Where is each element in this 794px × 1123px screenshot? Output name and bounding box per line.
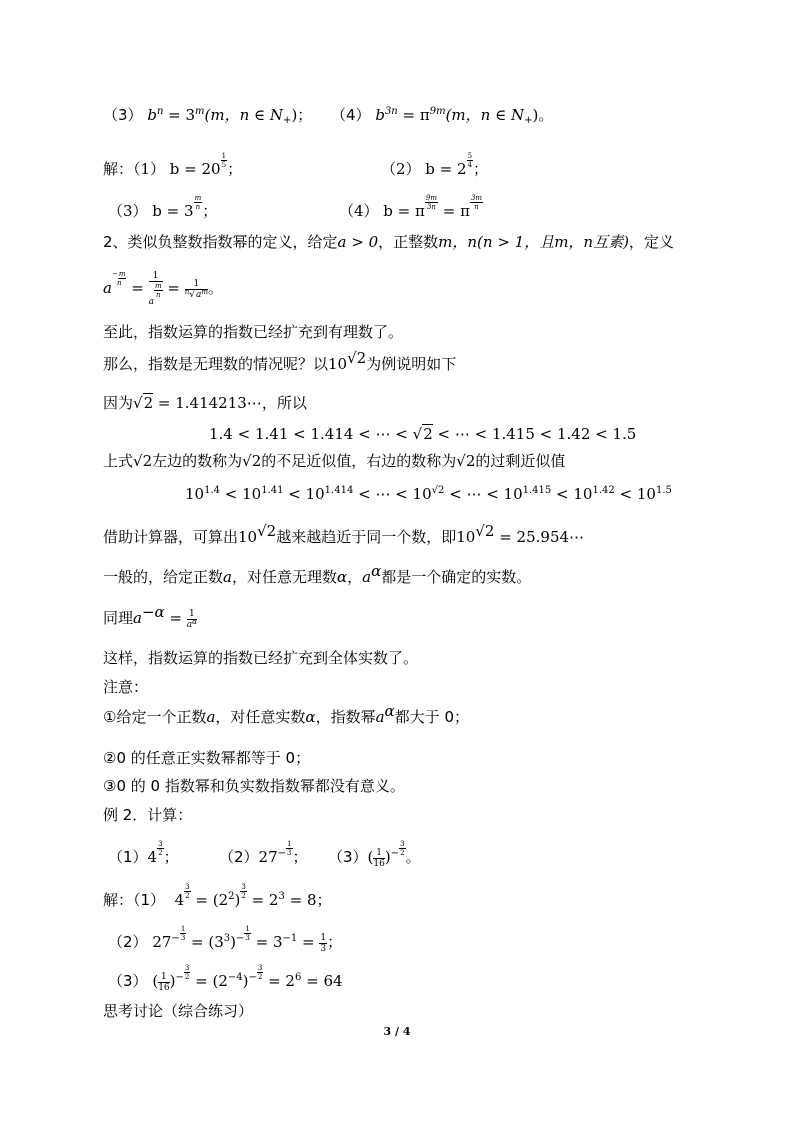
paragraph: 一般的，给定正数a，对任意无理数α，$a^\alpha$都是一个确定的实数。 [103,562,532,586]
math-text: （2） b = 2 [381,160,467,178]
math-text: (m，n ∈ N [204,106,284,124]
fraction: $\frac{1}{3}$ [320,932,327,954]
exponent-fraction: $\frac{3m}{n}$ [470,194,483,211]
math-text: = 3 [163,106,196,124]
note-item-2 [0,748,794,778]
item-label: （3） [103,106,143,124]
exponent-fraction: $\frac{3}{2}$ [241,883,246,900]
math-exp: m [195,106,205,117]
paragraph: 同理$a^{-\alpha}$ = $\frac{1}{a^\alpha}$ [103,603,197,630]
body-text: ，正整数 [378,233,439,251]
exponent-fraction: $\frac{3}{2}$ [184,964,190,981]
math-text: < ⋯ < 1.415 < 1.42 < 1.5 [432,425,637,443]
note-heading [0,677,794,707]
exponent-fraction: $\frac{9m}{3n}$ [425,194,437,211]
body-text: ，对任意实数 [215,708,306,726]
body-text: 思考讨论（综合练习） [103,1002,254,1020]
math-text: = π [397,106,430,124]
body-text: 一般的，给定正数 [103,568,224,586]
math-text: = π [437,202,470,220]
paragraph [0,349,794,384]
exponent-fraction: $\frac{1}{3}$ [287,840,292,857]
sqrt-radicand: 2 [143,394,154,412]
exponent-fraction: $\frac{m}{n}$ [194,194,202,211]
exponent-fraction: $\frac{3}{2}$ [185,883,190,900]
fraction: $\frac{1}{^n√a^m}$ [184,278,208,300]
power-inequality-chain: $10^{1.4} < 10^{1.41} < 10^{1.414}$ < ⋯ < $10^{√2}$ < ⋯ < $10^{1.415} < 10^{1.42} < 10^{1.5}$ [185,485,672,503]
definition-formula [0,270,794,307]
math-text: )； [291,106,313,124]
math-exp: 3n [384,106,398,117]
body-text: 例 2．计算： [103,806,193,824]
math-sub: + [283,115,292,126]
fraction: 1 a $\frac{m}{n}$ [148,271,162,307]
body-text: 至此，指数运算的指数已经扩充到有理数了。 [103,323,404,341]
math-text: 10 [328,355,348,373]
body-text: 都是一个确定的实数。 [381,568,532,586]
body-text: ，指数幂 [315,708,376,726]
math-text: 。 [207,279,223,297]
math-sub: + [524,115,533,126]
math-exp: n [156,106,164,117]
body-text: 都大于 0； [394,708,469,726]
math-text: a > 0 [337,233,379,251]
solution-line-3-4 [0,194,794,224]
exercise-line-3-4 [0,105,794,135]
exponent-fraction: $\frac{5}{4}$ [467,152,473,169]
math-text: ； [202,202,218,220]
body-text: 因为 [103,394,134,412]
exponent-fraction: $\frac{3}{2}$ [400,840,405,857]
sqrt-radicand: 2 [423,425,433,443]
paragraph [0,648,794,678]
body-text: 同理 [103,609,134,627]
sqrt-sign: √ [412,425,423,443]
exponent-fraction: $\frac{1}{3}$ [180,925,186,942]
fraction: $\frac{1}{16}$ [373,847,385,869]
solution-line-3: （3） ( $\frac{1}{16}$ )− $\frac{3}{2}$ = $(2^{-4})^-$ $\frac{3}{2}$ = $2^6 = 64$ [108,964,343,993]
body-text: ，定义 [628,233,674,251]
exponent-fraction: $\frac{1}{5}$ [221,152,227,169]
body-text: 的过剩近似值 [475,452,566,470]
body-text: ②0 的任意正实数幂都等于 0； [103,749,311,767]
body-text: 借助计算器，可算出 [103,528,239,546]
math-text: (m，n ∈ N [445,106,525,124]
body-text: ，对任意无理数 [231,568,337,586]
paragraph [0,393,794,423]
exponent-fraction: $\frac{3}{2}$ [257,964,263,981]
math-text: √2 [133,452,153,470]
math-text: 解：（1） b = 20 [103,160,221,178]
paragraph [0,451,794,481]
example-problems: （1）4 $\frac{3}{2}$ ； （2）27− $\frac{1}{3}$ ； （3）( $\frac{1}{16}$ )− $\frac{3}{2}$ 。 [108,840,421,869]
fraction: $\frac{1}{a^\alpha}$ [186,608,197,630]
solution-line-1: 解：（1） 4 $\frac{3}{2}$ = $(2^2)$ $\frac{3}{2}$ = $2^3 = 8$； [103,883,332,909]
exponent-fraction: $\frac{1}{3}$ [245,925,250,942]
math-text: = 1.414213⋯ [153,394,262,412]
body-text: ，所以 [261,394,307,412]
body-text: 上式 [103,452,134,470]
math-var: b [147,106,157,124]
body-text: ③0 的 0 指数幂和负实数指数幂都没有意义。 [103,777,405,795]
exponent-fraction: −m n [111,270,126,287]
fraction: $\frac{1}{16}$ [158,971,170,993]
body-text: ， [347,568,363,586]
math-exp: √2 [347,349,367,367]
math-text: = [162,279,185,297]
math-text: √2 [456,452,476,470]
paragraph: 借助计算器，可算出$10^{√2}$越来越趋近于同一个数，即$10^{√2}$ = 25.954⋯ [103,522,585,546]
math-text: = [126,279,149,297]
note-item-1: ①给定一个正数a，对任意实数α，指数幂$a^\alpha$都大于 0； [103,702,469,726]
math-var: b [375,106,385,124]
body-text: 那么，指数是无理数的情况呢？以 [103,355,329,373]
math-var: a [103,279,112,297]
item-label: （4） [331,106,371,124]
body-text: 注意： [103,678,149,696]
inequality-chain [0,424,794,454]
solution-line-2: （2） 27− $\frac{1}{3}$ = $(3^3)^-$ $\frac{1}{3}$ = $3^{-1}$ = $\frac{1}{3}$ ； [108,925,343,954]
body-text: 2、类似负整数指数幂的定义，给定 [103,233,338,251]
math-text: m，n(n > 1，且m，n互素) [438,233,629,251]
solution-line-1-2 [0,152,794,182]
math-text: √2 [242,452,262,470]
body-text: 的不足近似值，右边的数称为 [261,452,457,470]
math-text: ； [227,160,243,178]
example-heading [0,805,794,835]
math-exp: 9m [429,106,446,117]
exponent-fraction: $\frac{3}{2}$ [158,840,163,857]
math-text: ； [473,160,489,178]
body-text: 为例说明如下 [366,355,457,373]
definition-line [0,232,794,262]
body-text: 这样，指数运算的指数已经扩充到全体实数了。 [103,649,419,667]
math-text: （4） b = π [339,202,425,220]
paragraph [0,322,794,352]
body-text: 越来越趋近于同一个数，即 [276,528,457,546]
math-text: )。 [532,106,554,124]
page-number: 3 / 4 [383,1025,411,1038]
math-text: 1.4 < 1.41 < 1.414 < ⋯ < [209,425,413,443]
math-text: （3） b = 3 [108,202,194,220]
note-item-3 [0,776,794,806]
sqrt-sign: √ [133,394,143,412]
body-text: 左边的数称为 [152,452,243,470]
body-text: ①给定一个正数 [103,708,207,726]
